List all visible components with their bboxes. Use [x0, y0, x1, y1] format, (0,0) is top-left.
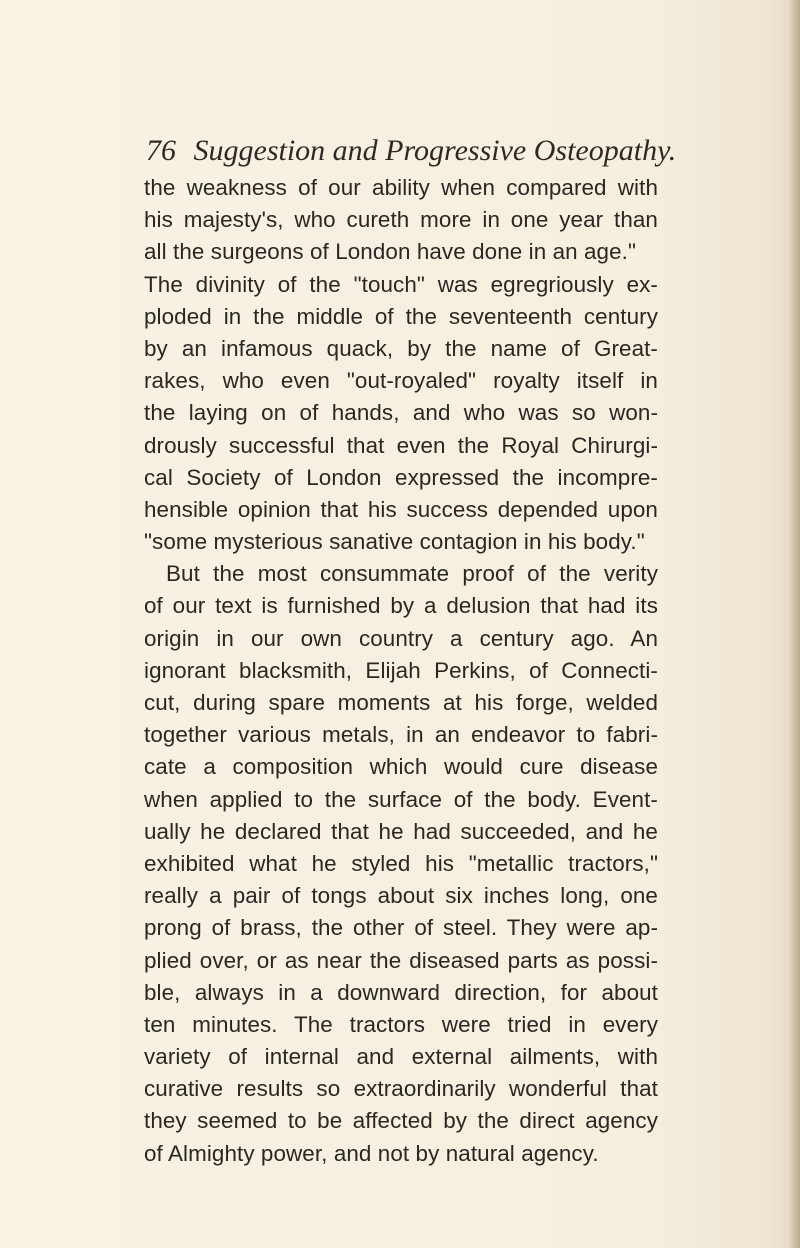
- text-line: really a pair of tongs about six inches long, one: [144, 883, 658, 909]
- text-line: ignorant blacksmith, Elijah Perkins, of Connecti-: [144, 657, 658, 683]
- text-line: "some mysterious sanative contagion in his body.": [144, 529, 645, 555]
- text-line: drously successful that even the Royal Chirurgi-: [144, 432, 658, 458]
- text-line: together various metals, in an endeavor to fabri-: [144, 722, 658, 748]
- text-line: ten minutes. The tractors were tried in every: [144, 1011, 658, 1037]
- text-line: variety of internal and external ailments, with: [144, 1044, 658, 1070]
- text-line: ually he declared that he had succeeded, and he: [144, 818, 658, 844]
- text-line: ploded in the middle of the seventeenth century: [144, 303, 658, 329]
- text-line: all the surgeons of London have done in an age.": [144, 239, 637, 265]
- running-head: [146, 128, 677, 174]
- text-line: the weakness of our ability when compared with: [144, 175, 658, 200]
- text-line: when applied to the surface of the body. Event-: [144, 786, 658, 812]
- page-edge-shadow: [788, 0, 800, 1248]
- text-line: prong of brass, the other of steel. They were ap-: [144, 915, 658, 941]
- text-line: rakes, who even "out-royaled" royalty itself in: [144, 368, 658, 394]
- text-line: the laying on of hands, and who was so won-: [144, 400, 658, 426]
- text-line: plied over, or as near the diseased parts as possi-: [144, 947, 658, 973]
- text-line: cate a composition which would cure disease: [144, 754, 658, 780]
- page-number: 76: [146, 134, 176, 167]
- body-text: [144, 172, 658, 1170]
- text-line: The divinity of the "touch" was egregriously ex-: [144, 271, 658, 297]
- text-line: cal Society of London expressed the incompre-: [144, 464, 658, 490]
- text-line: curative results so extraordinarily wonderful that: [144, 1076, 658, 1102]
- text-line: hensible opinion that his success depended upon: [144, 496, 658, 522]
- text-line: ble, always in a downward direction, for about: [144, 979, 658, 1005]
- text-line: cut, during spare moments at his forge, welded: [144, 690, 658, 715]
- text-line: by an infamous quack, by the name of Great-: [144, 335, 658, 361]
- text-line: his majesty's, who cureth more in one year than: [144, 207, 658, 233]
- text-line: of Almighty power, and not by natural agency.: [144, 1140, 599, 1166]
- text-line: But the most consummate proof of the verity: [166, 561, 658, 587]
- text-line: exhibited what he styled his "metallic tractors,": [144, 850, 658, 876]
- text-line: origin in our own country a century ago. An: [144, 625, 658, 651]
- text-line: of our text is furnished by a delusion that had its: [144, 593, 658, 619]
- running-title: Suggestion and Progressive Osteopathy.: [193, 134, 677, 167]
- text-line: they seemed to be affected by the direct agency: [144, 1108, 658, 1134]
